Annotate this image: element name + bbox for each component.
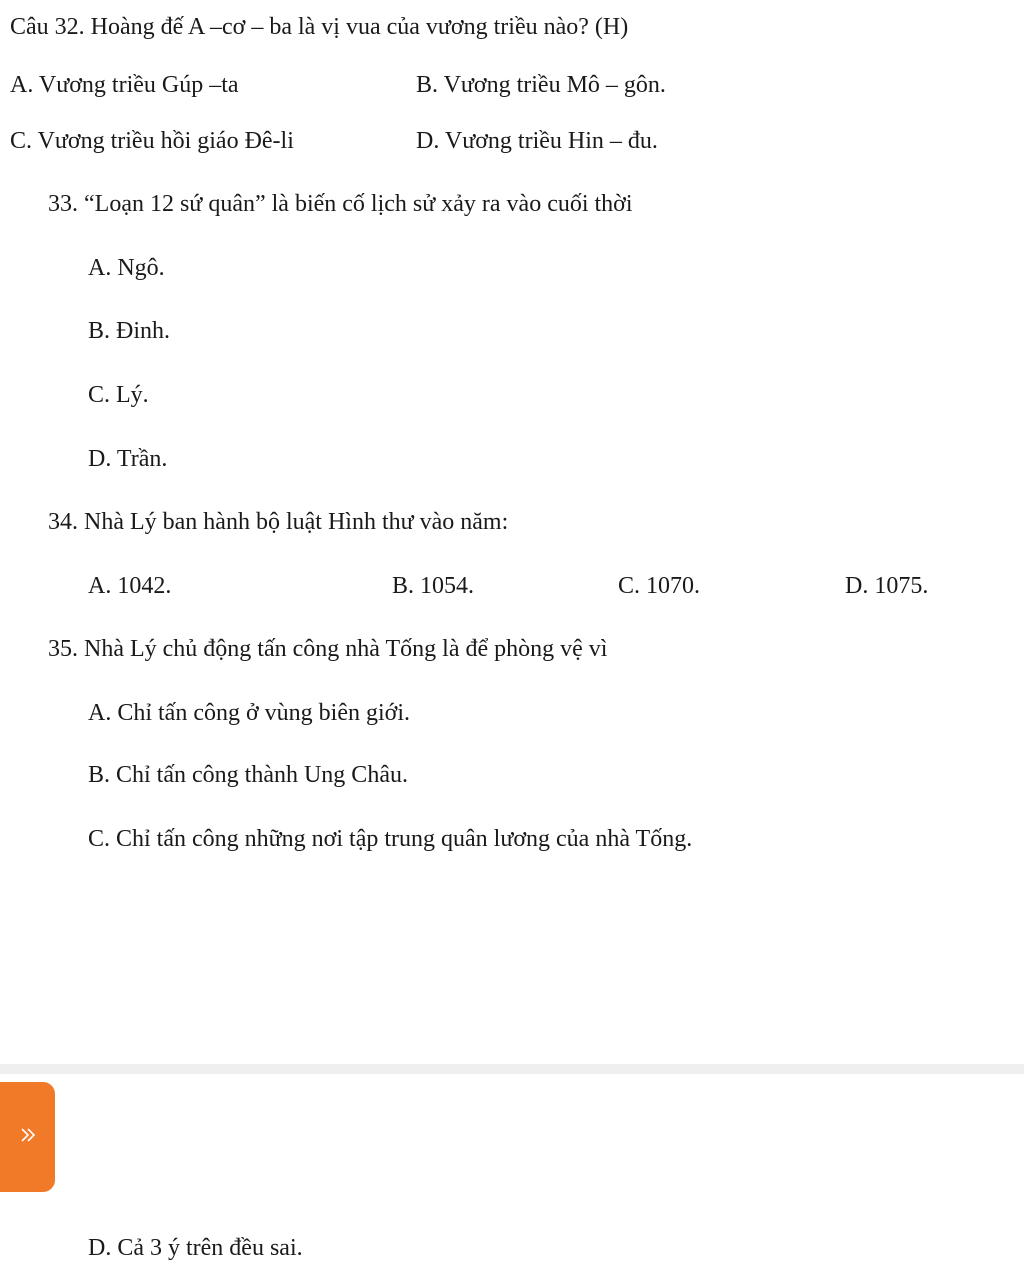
- section-divider: [0, 1064, 1024, 1074]
- q34-option-a: A. 1042.: [88, 573, 172, 599]
- q34-option-b: B. 1054.: [392, 573, 475, 599]
- question-32: Câu 32. Hoàng đế A –cơ – ba là vị vua của vương triều nào? (H): [10, 14, 629, 40]
- question-33: 33. “Loạn 12 sứ quân” là biến cố lịch sử xảy ra vào cuối thời: [48, 191, 633, 217]
- q35-option-b: B. Chỉ tấn công thành Ung Châu.: [88, 762, 408, 788]
- q33-option-d: D. Trần.: [88, 446, 168, 472]
- q33-option-c: C. Lý.: [88, 382, 149, 408]
- q34-option-d: D. 1075.: [845, 573, 929, 599]
- q35-option-c: C. Chỉ tấn công những nơi tập trung quân lương của nhà Tống.: [88, 826, 693, 852]
- q35-option-a: A. Chỉ tấn công ở vùng biên giới.: [88, 700, 411, 726]
- expand-button[interactable]: [0, 1082, 55, 1192]
- question-35: 35. Nhà Lý chủ động tấn công nhà Tống là để phòng vệ vì: [48, 636, 608, 662]
- q32-option-d: D. Vương triều Hin – đu.: [416, 128, 658, 154]
- q32-option-b: B. Vương triều Mô – gôn.: [416, 72, 666, 98]
- q34-option-c: C. 1070.: [618, 573, 701, 599]
- q33-option-a: A. Ngô.: [88, 255, 165, 281]
- double-chevron-right-icon: [17, 1124, 39, 1151]
- q33-option-b: B. Đinh.: [88, 318, 171, 344]
- q32-option-c: C. Vương triều hồi giáo Đê-li: [10, 128, 294, 154]
- q32-option-a: A. Vương triều Gúp –ta: [10, 72, 239, 98]
- question-34: 34. Nhà Lý ban hành bộ luật Hình thư vào năm:: [48, 509, 509, 535]
- q35-option-d: D. Cả 3 ý trên đều sai.: [88, 1235, 303, 1261]
